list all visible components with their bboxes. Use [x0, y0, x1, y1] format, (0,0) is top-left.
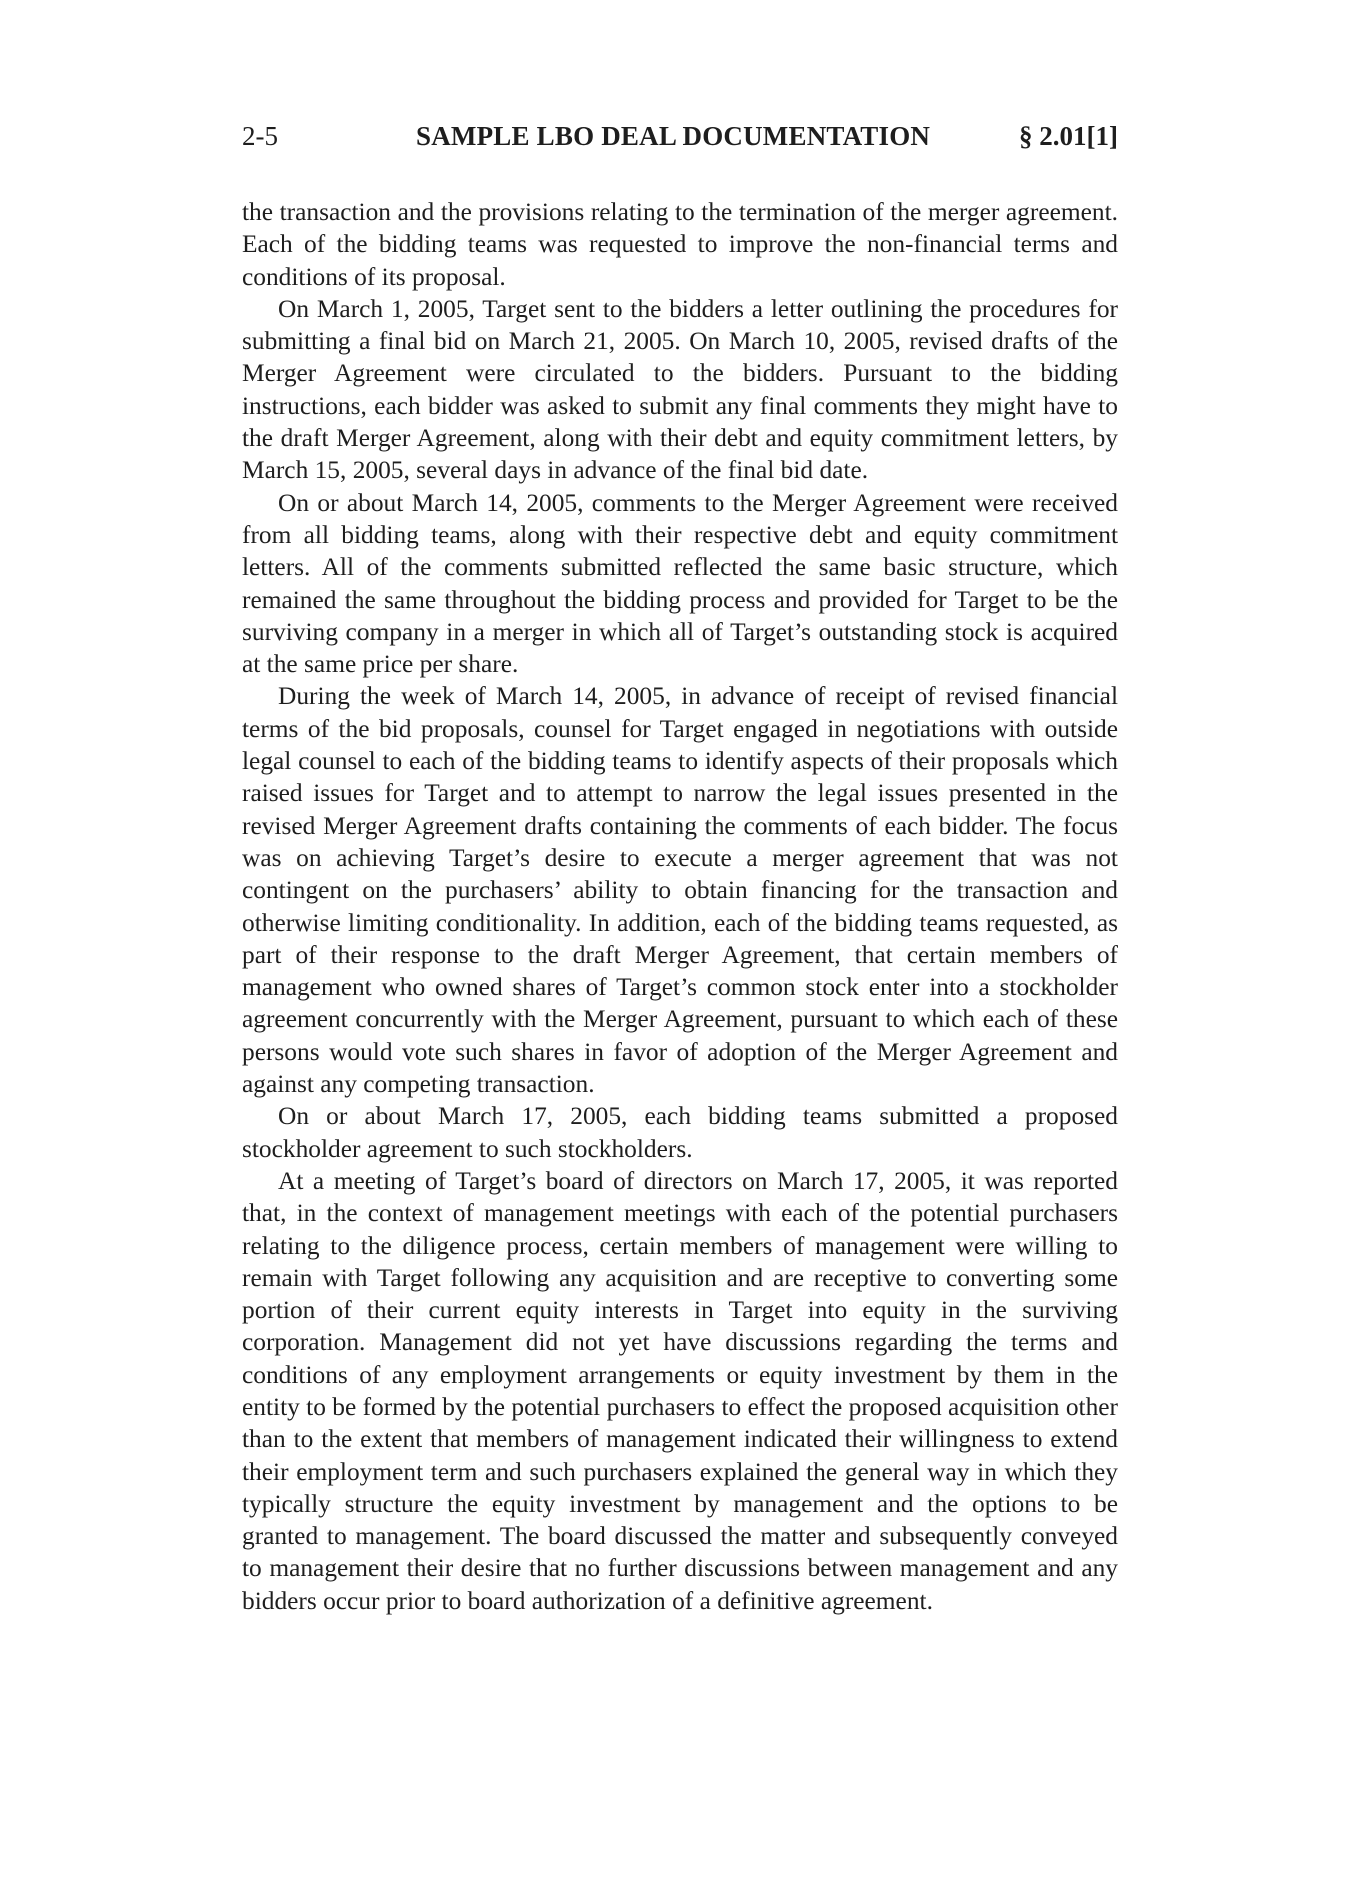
paragraph: At a meeting of Target’s board of directors on March 17, 2005, it was reported that, in the context of management meetings with each of the potential purchasers relating to the diligence process, certain members of management were willing to remain with Target following any acquisition and are receptive to converting some portion of their current equity interests in Target into equity in the surviving corporation. Management did not yet have discussions regarding the terms and conditions of any employment arrangements or equity investment by them in the entity to be formed by the potential purchasers to effect the proposed acquisition other than to the extent that members of management indicated their willingness to extend their employment term and such purchasers explained the general way in which they typically structure the equity investment by management and the options to be granted to management. The board discussed the matter and subsequently conveyed to management their desire that no further discussions between management and any bidders occur prior to board authorization of a definitive agreement. — [242, 1166, 1118, 1615]
running-header — [242, 118, 1118, 154]
paragraph-continued: the transaction and the provisions relating to the termination of the merger agreement. Each of the bidding teams was requested to improve the non-financial terms and conditions of its proposal. — [242, 198, 1118, 291]
section-number: § 2.01[1] — [1019, 121, 1118, 151]
paragraph: During the week of March 14, 2005, in advance of receipt of revised financial terms of the bid proposals, counsel for Target engaged in negotiations with outside legal counsel to each of the bidding teams to identify aspects of their proposals which raised issues for Target and to attempt to narrow the legal issues presented in the revised Merger Agreement drafts containing the comments of each bidder. The focus was on achieving Target’s desire to execute a merger agreement that was not contingent on the purchasers’ ability to obtain financing for the transaction and otherwise limiting conditionality. In addition, each of the bidding teams requested, as part of their response to the draft Merger Agreement, that certain members of management who owned shares of Target’s common stock enter into a stockholder agreement concurrently with the Merger Agreement, pursuant to which each of these persons would vote such shares in favor of adoption of the Merger Agreement and against any competing transaction. — [242, 682, 1118, 1099]
document-page — [242, 118, 1118, 1617]
paragraph: On or about March 17, 2005, each bidding teams submitted a proposed stockholder agreement to such stockholders. — [242, 1102, 1118, 1163]
page-number: 2-5 — [242, 121, 278, 151]
running-title: SAMPLE LBO DEAL DOCUMENTATION — [416, 121, 931, 151]
paragraph: On March 1, 2005, Target sent to the bidders a letter outlining the procedures for submitting a final bid on March 21, 2005. On March 10, 2005, revised drafts of the Merger Agreement were circulated to the bidders. Pursuant to the bidding instructions, each bidder was asked to submit any final comments they might have to the draft Merger Agreement, along with their debt and equity commitment letters, by March 15, 2005, several days in advance of the final bid date. — [242, 294, 1118, 485]
paragraph: On or about March 14, 2005, comments to the Merger Agreement were received from all bidding teams, along with their respective debt and equity commitment letters. All of the comments submitted reflected the same basic structure, which remained the same throughout the bidding process and provided for Target to be the surviving company in a merger in which all of Target’s outstanding stock is acquired at the same price per share. — [242, 488, 1118, 679]
body-text — [242, 196, 1118, 1617]
